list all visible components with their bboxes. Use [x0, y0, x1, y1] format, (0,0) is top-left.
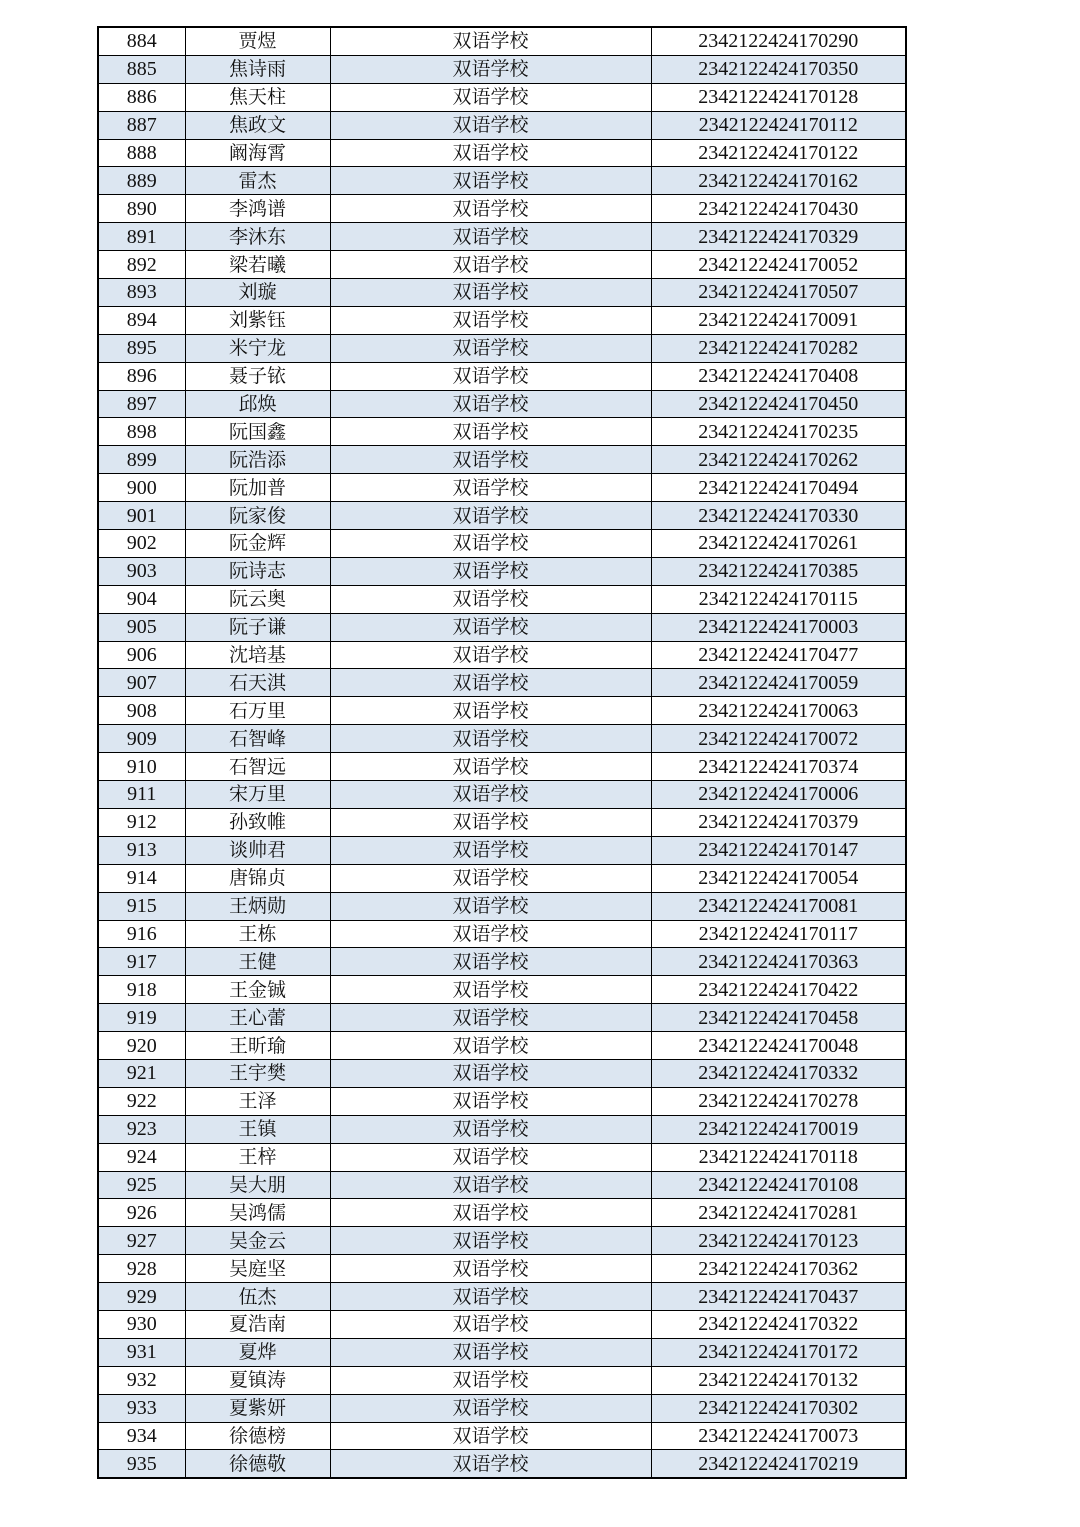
table-row	[98, 864, 906, 892]
student-name: 阮云奥	[185, 585, 330, 613]
school-name: 双语学校	[330, 279, 651, 307]
table-row	[98, 920, 906, 948]
school-name: 双语学校	[330, 223, 651, 251]
exam-id: 2342122424170052	[651, 251, 906, 279]
school-name: 双语学校	[330, 781, 651, 809]
exam-id: 2342122424170437	[651, 1283, 906, 1311]
student-name: 阮加普	[185, 474, 330, 502]
table-row	[98, 334, 906, 362]
row-number: 907	[98, 669, 185, 697]
school-name: 双语学校	[330, 613, 651, 641]
exam-id: 2342122424170073	[651, 1422, 906, 1450]
table-row	[98, 641, 906, 669]
row-number: 904	[98, 585, 185, 613]
table-row	[98, 1255, 906, 1283]
row-number: 910	[98, 753, 185, 781]
exam-id: 2342122424170330	[651, 502, 906, 530]
exam-id: 2342122424170235	[651, 418, 906, 446]
student-name: 刘紫钰	[185, 306, 330, 334]
table-row	[98, 1310, 906, 1338]
table-row	[98, 1032, 906, 1060]
table-row	[98, 753, 906, 781]
table-row	[98, 111, 906, 139]
row-number: 915	[98, 892, 185, 920]
table-row	[98, 83, 906, 111]
exam-id: 2342122424170123	[651, 1227, 906, 1255]
row-number: 929	[98, 1283, 185, 1311]
school-name: 双语学校	[330, 725, 651, 753]
exam-id: 2342122424170450	[651, 390, 906, 418]
school-name: 双语学校	[330, 1255, 651, 1283]
student-name: 唐锦贞	[185, 864, 330, 892]
student-name: 李鸿谱	[185, 195, 330, 223]
school-name: 双语学校	[330, 697, 651, 725]
school-name: 双语学校	[330, 1366, 651, 1394]
student-name: 吴庭坚	[185, 1255, 330, 1283]
row-number: 897	[98, 390, 185, 418]
student-name: 焦天柱	[185, 83, 330, 111]
table-row	[98, 1087, 906, 1115]
school-name: 双语学校	[330, 474, 651, 502]
row-number: 913	[98, 836, 185, 864]
row-number: 893	[98, 279, 185, 307]
student-name: 王梓	[185, 1143, 330, 1171]
row-number: 930	[98, 1310, 185, 1338]
table-row	[98, 251, 906, 279]
student-name: 吴金云	[185, 1227, 330, 1255]
row-number: 934	[98, 1422, 185, 1450]
exam-id: 2342122424170262	[651, 446, 906, 474]
school-name: 双语学校	[330, 83, 651, 111]
school-name: 双语学校	[330, 1310, 651, 1338]
row-number: 921	[98, 1059, 185, 1087]
exam-id: 2342122424170322	[651, 1310, 906, 1338]
exam-id: 2342122424170117	[651, 920, 906, 948]
exam-id: 2342122424170091	[651, 306, 906, 334]
student-name: 阮家俊	[185, 502, 330, 530]
table-row	[98, 669, 906, 697]
row-number: 916	[98, 920, 185, 948]
student-name: 米宁龙	[185, 334, 330, 362]
row-number: 917	[98, 948, 185, 976]
table-row	[98, 167, 906, 195]
school-name: 双语学校	[330, 1059, 651, 1087]
table-row	[98, 1450, 906, 1478]
row-number: 932	[98, 1366, 185, 1394]
school-name: 双语学校	[330, 948, 651, 976]
exam-id: 2342122424170494	[651, 474, 906, 502]
row-number: 887	[98, 111, 185, 139]
school-name: 双语学校	[330, 390, 651, 418]
exam-id: 2342122424170362	[651, 1255, 906, 1283]
school-name: 双语学校	[330, 195, 651, 223]
exam-id: 2342122424170059	[651, 669, 906, 697]
student-name: 阮诗志	[185, 557, 330, 585]
student-name: 刘璇	[185, 279, 330, 307]
exam-id: 2342122424170458	[651, 1004, 906, 1032]
student-name: 谈帅君	[185, 836, 330, 864]
student-name: 沈培基	[185, 641, 330, 669]
student-name: 阮国鑫	[185, 418, 330, 446]
table-row	[98, 808, 906, 836]
exam-id: 2342122424170147	[651, 836, 906, 864]
table-row	[98, 502, 906, 530]
row-number: 933	[98, 1394, 185, 1422]
school-name: 双语学校	[330, 1087, 651, 1115]
exam-id: 2342122424170278	[651, 1087, 906, 1115]
table-row	[98, 836, 906, 864]
school-name: 双语学校	[330, 251, 651, 279]
table-row	[98, 362, 906, 390]
row-number: 931	[98, 1338, 185, 1366]
row-number: 894	[98, 306, 185, 334]
student-name: 王泽	[185, 1087, 330, 1115]
table-row	[98, 446, 906, 474]
school-name: 双语学校	[330, 1227, 651, 1255]
row-number: 927	[98, 1227, 185, 1255]
exam-id: 2342122424170261	[651, 530, 906, 558]
student-name: 夏烨	[185, 1338, 330, 1366]
row-number: 905	[98, 613, 185, 641]
row-number: 924	[98, 1143, 185, 1171]
table-row	[98, 725, 906, 753]
exam-id: 2342122424170477	[651, 641, 906, 669]
row-number: 925	[98, 1171, 185, 1199]
exam-id: 2342122424170128	[651, 83, 906, 111]
exam-id: 2342122424170003	[651, 613, 906, 641]
student-name: 雷杰	[185, 167, 330, 195]
row-number: 935	[98, 1450, 185, 1478]
student-name: 王栋	[185, 920, 330, 948]
exam-id: 2342122424170019	[651, 1115, 906, 1143]
student-name: 王金铖	[185, 976, 330, 1004]
student-name: 阮浩添	[185, 446, 330, 474]
student-name: 吴大朋	[185, 1171, 330, 1199]
table-row	[98, 892, 906, 920]
exam-id: 2342122424170385	[651, 557, 906, 585]
table-row	[98, 474, 906, 502]
exam-id: 2342122424170132	[651, 1366, 906, 1394]
student-name: 王镇	[185, 1115, 330, 1143]
row-number: 906	[98, 641, 185, 669]
school-name: 双语学校	[330, 334, 651, 362]
row-number: 909	[98, 725, 185, 753]
row-number: 889	[98, 167, 185, 195]
table-row	[98, 139, 906, 167]
school-name: 双语学校	[330, 1004, 651, 1032]
student-name: 贾煜	[185, 27, 330, 55]
student-name: 孙致帷	[185, 808, 330, 836]
exam-id: 2342122424170122	[651, 139, 906, 167]
exam-id: 2342122424170054	[651, 864, 906, 892]
table-row	[98, 1394, 906, 1422]
table-row	[98, 697, 906, 725]
school-name: 双语学校	[330, 808, 651, 836]
table-row	[98, 781, 906, 809]
row-number: 886	[98, 83, 185, 111]
school-name: 双语学校	[330, 864, 651, 892]
exam-id: 2342122424170108	[651, 1171, 906, 1199]
student-name: 焦诗雨	[185, 55, 330, 83]
row-number: 908	[98, 697, 185, 725]
table-row	[98, 1004, 906, 1032]
exam-id: 2342122424170332	[651, 1059, 906, 1087]
student-name: 石万里	[185, 697, 330, 725]
table-row	[98, 1143, 906, 1171]
table-row	[98, 1115, 906, 1143]
table-row	[98, 530, 906, 558]
student-name: 阮子谦	[185, 613, 330, 641]
row-number: 890	[98, 195, 185, 223]
exam-id: 2342122424170112	[651, 111, 906, 139]
exam-id: 2342122424170363	[651, 948, 906, 976]
table-row	[98, 418, 906, 446]
exam-id: 2342122424170408	[651, 362, 906, 390]
student-name: 夏镇涛	[185, 1366, 330, 1394]
student-name: 徐德敬	[185, 1450, 330, 1478]
school-name: 双语学校	[330, 976, 651, 1004]
school-name: 双语学校	[330, 1199, 651, 1227]
school-name: 双语学校	[330, 27, 651, 55]
row-number: 923	[98, 1115, 185, 1143]
row-number: 899	[98, 446, 185, 474]
student-name: 王健	[185, 948, 330, 976]
table-row	[98, 1059, 906, 1087]
exam-id: 2342122424170350	[651, 55, 906, 83]
student-name: 王昕瑜	[185, 1032, 330, 1060]
student-name: 石智远	[185, 753, 330, 781]
table-row	[98, 1283, 906, 1311]
row-number: 891	[98, 223, 185, 251]
row-number: 892	[98, 251, 185, 279]
school-name: 双语学校	[330, 1338, 651, 1366]
table-row	[98, 1227, 906, 1255]
exam-id: 2342122424170118	[651, 1143, 906, 1171]
table-row	[98, 1366, 906, 1394]
row-number: 888	[98, 139, 185, 167]
school-name: 双语学校	[330, 1422, 651, 1450]
school-name: 双语学校	[330, 167, 651, 195]
student-name: 徐德榜	[185, 1422, 330, 1450]
exam-id: 2342122424170115	[651, 585, 906, 613]
table-row	[98, 279, 906, 307]
exam-id: 2342122424170281	[651, 1199, 906, 1227]
school-name: 双语学校	[330, 1394, 651, 1422]
student-name: 王炳勋	[185, 892, 330, 920]
row-number: 914	[98, 864, 185, 892]
school-name: 双语学校	[330, 1143, 651, 1171]
student-name: 邱焕	[185, 390, 330, 418]
student-name: 夏浩南	[185, 1310, 330, 1338]
table-row	[98, 976, 906, 1004]
table-row	[98, 390, 906, 418]
student-name: 伍杰	[185, 1283, 330, 1311]
exam-id: 2342122424170048	[651, 1032, 906, 1060]
school-name: 双语学校	[330, 1032, 651, 1060]
student-name: 李沐东	[185, 223, 330, 251]
school-name: 双语学校	[330, 641, 651, 669]
row-number: 900	[98, 474, 185, 502]
school-name: 双语学校	[330, 502, 651, 530]
row-number: 898	[98, 418, 185, 446]
row-number: 903	[98, 557, 185, 585]
table-row	[98, 1338, 906, 1366]
exam-id: 2342122424170219	[651, 1450, 906, 1478]
row-number: 912	[98, 808, 185, 836]
exam-id: 2342122424170290	[651, 27, 906, 55]
school-name: 双语学校	[330, 920, 651, 948]
row-number: 919	[98, 1004, 185, 1032]
table-row	[98, 613, 906, 641]
table-row	[98, 557, 906, 585]
school-name: 双语学校	[330, 306, 651, 334]
row-number: 911	[98, 781, 185, 809]
exam-id: 2342122424170329	[651, 223, 906, 251]
student-name: 焦政文	[185, 111, 330, 139]
table-row	[98, 55, 906, 83]
table-row	[98, 306, 906, 334]
school-name: 双语学校	[330, 557, 651, 585]
table-row	[98, 195, 906, 223]
school-name: 双语学校	[330, 1450, 651, 1478]
table-row	[98, 27, 906, 55]
student-name: 王宇樊	[185, 1059, 330, 1087]
student-name: 石天淇	[185, 669, 330, 697]
table-row	[98, 1171, 906, 1199]
row-number: 884	[98, 27, 185, 55]
exam-id: 2342122424170282	[651, 334, 906, 362]
student-name: 王心蕾	[185, 1004, 330, 1032]
row-number: 926	[98, 1199, 185, 1227]
school-name: 双语学校	[330, 418, 651, 446]
school-name: 双语学校	[330, 1283, 651, 1311]
school-name: 双语学校	[330, 446, 651, 474]
exam-id: 2342122424170422	[651, 976, 906, 1004]
school-name: 双语学校	[330, 585, 651, 613]
exam-id: 2342122424170430	[651, 195, 906, 223]
table-row	[98, 1422, 906, 1450]
row-number: 895	[98, 334, 185, 362]
student-name: 阮金辉	[185, 530, 330, 558]
exam-id: 2342122424170374	[651, 753, 906, 781]
exam-id: 2342122424170006	[651, 781, 906, 809]
student-name: 阚海霄	[185, 139, 330, 167]
student-name: 吴鸿儒	[185, 1199, 330, 1227]
row-number: 896	[98, 362, 185, 390]
school-name: 双语学校	[330, 1115, 651, 1143]
exam-id: 2342122424170162	[651, 167, 906, 195]
exam-id: 2342122424170072	[651, 725, 906, 753]
student-name: 梁若曦	[185, 251, 330, 279]
school-name: 双语学校	[330, 139, 651, 167]
school-name: 双语学校	[330, 362, 651, 390]
table-row	[98, 1199, 906, 1227]
exam-id: 2342122424170507	[651, 279, 906, 307]
exam-id: 2342122424170081	[651, 892, 906, 920]
exam-id: 2342122424170172	[651, 1338, 906, 1366]
student-roster-table	[97, 26, 907, 1479]
student-name: 夏紫妍	[185, 1394, 330, 1422]
row-number: 885	[98, 55, 185, 83]
table-row	[98, 585, 906, 613]
school-name: 双语学校	[330, 530, 651, 558]
exam-id: 2342122424170302	[651, 1394, 906, 1422]
student-name: 聂子铱	[185, 362, 330, 390]
school-name: 双语学校	[330, 1171, 651, 1199]
school-name: 双语学校	[330, 111, 651, 139]
row-number: 901	[98, 502, 185, 530]
school-name: 双语学校	[330, 836, 651, 864]
table-row	[98, 223, 906, 251]
school-name: 双语学校	[330, 753, 651, 781]
row-number: 920	[98, 1032, 185, 1060]
student-name: 石智峰	[185, 725, 330, 753]
school-name: 双语学校	[330, 669, 651, 697]
student-name: 宋万里	[185, 781, 330, 809]
roster-body	[98, 27, 906, 1478]
row-number: 922	[98, 1087, 185, 1115]
exam-id: 2342122424170379	[651, 808, 906, 836]
school-name: 双语学校	[330, 55, 651, 83]
table-row	[98, 948, 906, 976]
row-number: 928	[98, 1255, 185, 1283]
row-number: 918	[98, 976, 185, 1004]
row-number: 902	[98, 530, 185, 558]
school-name: 双语学校	[330, 892, 651, 920]
exam-id: 2342122424170063	[651, 697, 906, 725]
